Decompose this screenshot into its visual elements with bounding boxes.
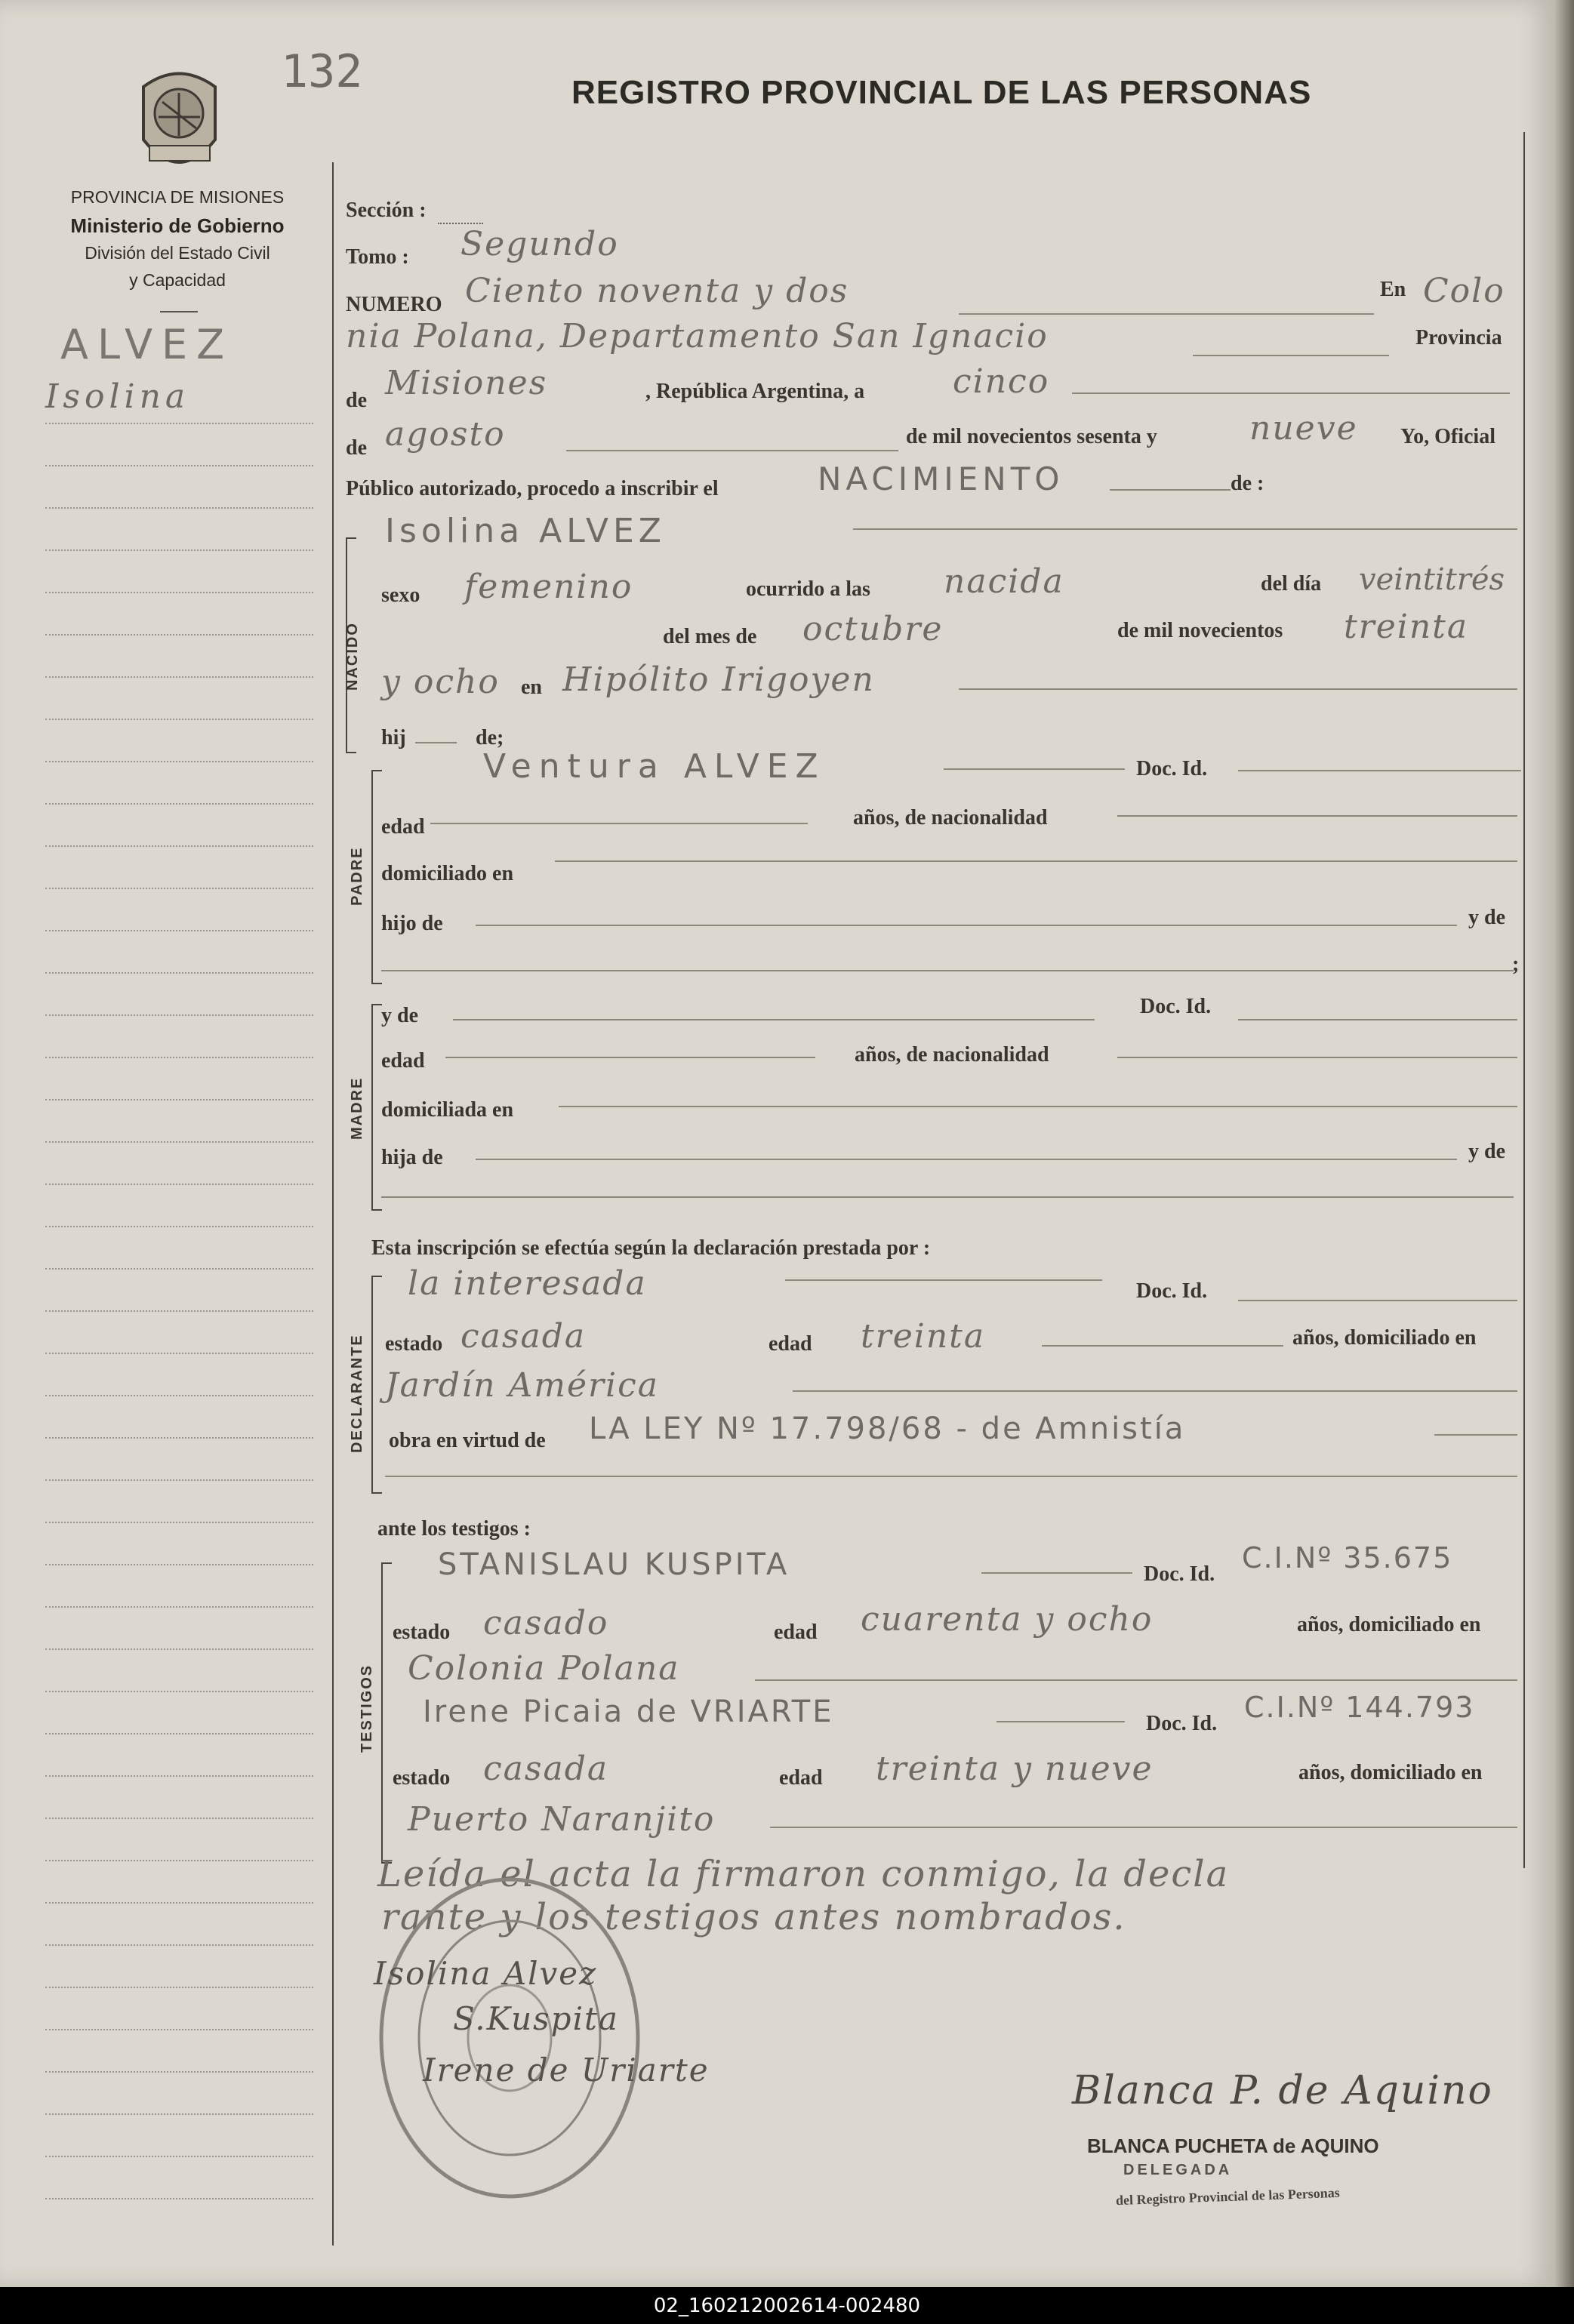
padre-edad-label: edad [381,815,425,839]
declarante-nombre-fill-line [785,1279,1102,1281]
madre-edad-label: edad [381,1049,425,1073]
testigos-intro-label: ante los testigos : [377,1517,531,1541]
official-stamp-icon [362,1864,657,2212]
declarante-nombre-value: la interesada [408,1264,647,1303]
testigo2-edad-label: edad [779,1766,823,1790]
image-code-bar [0,2287,1574,2324]
nacido-nombre-value: Isolina ALVEZ [385,512,666,550]
madre-y-de2-fill-line [381,1196,1514,1198]
margin-ruling-line [45,1944,313,1946]
oficial-title1: DELEGADA [1123,2162,1233,2178]
provincia-value: Misiones [385,364,548,402]
de2-label: de [346,436,367,460]
nacido-anio-cont: y ocho [381,663,500,701]
testigo1-domicilio-label: años, domiciliado en [1297,1613,1481,1636]
margin-ruling-line [45,1353,313,1354]
obra-label: obra en virtud de [389,1429,546,1452]
nacido-mes-label: del mes de [663,625,757,648]
provincial-seal-icon [128,64,230,185]
acto-value: NACIMIENTO [818,460,1064,497]
margin-ruling-line [45,2198,313,2199]
nacido-anio-label: de mil novecientos [1117,619,1283,642]
declarante-blank-line [385,1476,1517,1477]
de3-label: de : [1231,472,1264,495]
madre-tag: MADRE [349,1076,365,1140]
obra-value: LA LEY Nº 17.798/68 - de Amnistía [589,1411,1186,1446]
margin-ruling-line [45,803,313,805]
place-fill-line [1193,355,1389,356]
testigos-bracket [381,1562,392,1864]
image-code: 02_160212002614-002480 [653,2294,921,2317]
testigo2-estado-label: estado [393,1766,451,1790]
declarante-tag: DECLARANTE [349,1334,365,1453]
nacido-dia-value: veintitrés [1359,562,1505,597]
madre-nacionalidad-label: años, de nacionalidad [855,1043,1049,1067]
declarante-domicilio-fill-line [793,1390,1517,1392]
testigo1-nombre: STANISLAU KUSPITA [438,1547,790,1582]
authority-line4: y Capacidad [129,270,226,290]
margin-ruling-line [45,719,313,720]
testigo2-estado-value: casada [483,1750,609,1788]
margin-ruling-line [45,2071,313,2073]
hij-label: hij [381,726,406,750]
margin-ruling-line [45,845,313,847]
padre-y-de-fill-line [381,970,1514,971]
page-number: 132 [281,45,363,98]
madre-y-de2-label: y de [1468,1140,1505,1163]
declarante-edad-value: treinta [861,1317,986,1356]
testigo1-estado-value: casado [483,1604,609,1642]
authority-line2: Ministerio de Gobierno [70,214,285,237]
padre-nacionalidad-label: años, de nacionalidad [853,806,1048,830]
en-label: En [1380,278,1406,301]
testigo1-estado-label: estado [393,1621,451,1644]
nacido-tag: NACIDO [344,622,361,691]
padre-bracket [371,770,382,984]
padre-edad-fill-line [430,823,808,824]
testigo1-nombre-fill-line [981,1572,1132,1574]
seccion-field [438,223,483,224]
margin-ruling-line [45,930,313,931]
margin-ruling-line [45,507,313,509]
nacido-dia-label: del día [1261,572,1322,596]
margin-ruling-line [45,1860,313,1861]
numero-value: Ciento noventa y dos [465,272,849,310]
margin-ruling-line [45,1522,313,1523]
margin-ruling-line [45,1733,313,1735]
nacido-en-label: en [521,676,542,699]
margin-ruling-line [45,761,313,762]
declarante-doc-fill-line [1238,1300,1517,1301]
de-label: de [346,389,367,412]
margin-ruling-line [45,1395,313,1396]
margin-ruling-line [45,2029,313,2030]
testigo2-domicilio-label: años, domiciliado en [1298,1761,1483,1784]
anio-value: nueve [1249,409,1358,448]
margin-ruling-line [45,1226,313,1227]
hij-fill-line [415,742,457,743]
closing-line2: rante y los testigos antes nombrados. [381,1896,1126,1938]
margin-ruling-line [45,888,313,889]
padre-doc-fill-line [1238,770,1521,771]
testigo1-domicilio-fill-line [755,1679,1517,1681]
declarante-domicilio-value: Jardín América [385,1366,659,1405]
padre-nacionalidad-fill-line [1117,815,1517,817]
signature-declarante: Isolina Alvez [374,1955,598,1992]
testigos-tag: TESTIGOS [359,1664,375,1753]
madre-hija-fill-line [476,1159,1457,1160]
publico-label: Público autorizado, procedo a inscribir el [346,477,719,500]
madre-nacionalidad-fill-line [1117,1057,1517,1058]
testigo2-domicilio-value: Puerto Naranjito [408,1800,716,1839]
margin-ruling-line [45,1818,313,1819]
signature-oficial: Blanca P. de Aquino [1072,2068,1493,2113]
padre-hijo-label: hijo de [381,912,443,935]
margin-ruling-line [45,549,313,551]
padre-domicilio-label: domiciliado en [381,862,514,885]
padre-y-de-label: y de [1468,906,1505,929]
margin-ruling-line [45,1057,313,1058]
nacido-lugar-fill-line [959,688,1517,690]
madre-y-de-fill-line [453,1019,1095,1020]
hora-value: nacida [944,562,1064,601]
declarante-edad-fill-line [1042,1345,1283,1347]
madre-edad-fill-line [445,1057,815,1058]
acto-fill-line [1110,489,1231,491]
padre-nombre-value: Ventura ALVEZ [483,747,826,786]
margin-ruling-line [45,1099,313,1100]
declarante-edad-label: edad [769,1332,812,1356]
margin-ruling-line [45,1184,313,1185]
signature-testigo1: S.Kuspita [453,2000,619,2037]
declarante-intro-label: Esta inscripción se efectúa según la declaración prestada por : [371,1236,931,1260]
anio-label: de mil novecientos sesenta y [906,425,1157,448]
oficial-name: BLANCA PUCHETA de AQUINO [1087,2135,1379,2157]
nacido-lugar-value: Hipólito Irigoyen [562,660,875,699]
margin-ruling-line [45,1310,313,1312]
madre-hija-label: hija de [381,1146,443,1169]
book-spine [1555,0,1574,2287]
testigo1-doc-value: C.I.Nº 35.675 [1242,1541,1453,1574]
obra-fill-line [1434,1434,1517,1436]
margin-ruling-line [45,1606,313,1608]
oficial-title2: del Registro Provincial de las Personas [1115,2184,1341,2209]
madre-domicilio-label: domiciliada en [381,1098,514,1122]
testigo1-doc-label: Doc. Id. [1144,1562,1215,1586]
declarante-estado-label: estado [385,1332,443,1356]
testigo1-edad-value: cuarenta y ocho [861,1600,1154,1639]
madre-doc-fill-line [1238,1019,1517,1020]
padre-doc-label: Doc. Id. [1136,757,1208,780]
nacido-mes-value: octubre [802,610,944,648]
declarante-doc-label: Doc. Id. [1136,1279,1208,1303]
margin-ruling-line [45,2156,313,2157]
madre-bracket [371,1004,382,1211]
testigo2-doc-label: Doc. Id. [1146,1712,1218,1735]
padre-nombre-fill-line [944,768,1125,770]
margin-ruling-line [45,634,313,636]
margin-ruling-line [45,1268,313,1270]
padre-hijo-fill-line [476,925,1457,926]
right-rule [1523,132,1525,1868]
margin-rule [332,162,334,2246]
madre-doc-label: Doc. Id. [1140,995,1212,1018]
margin-ruling-line [45,592,313,593]
yo-label: Yo, Oficial [1400,425,1495,448]
margin-ruling-line [45,1902,313,1904]
margin-ruling-line [45,1014,313,1016]
authority-line3: División del Estado Civil [85,243,270,263]
madre-y-de-label: y de [381,1004,418,1027]
sexo-value: femenino [464,568,633,606]
seccion-label: Sección : [346,199,427,222]
padre-tag: PADRE [349,846,365,906]
testigo2-domicilio-fill-line [770,1827,1517,1828]
nacido-nombre-fill-line [853,528,1517,530]
margin-surname: ALVEZ [60,321,234,368]
tomo-label: Tomo : [346,245,409,269]
margin-ruling-line [45,1479,313,1481]
closing-line1: Leída el acta la firmaron conmigo, la decla [377,1853,1230,1895]
margin-ruling-line [45,972,313,974]
page-title: REGISTRO PROVINCIAL DE LAS PERSONAS [571,74,1312,111]
padre-domicilio-fill-line [555,860,1517,862]
numero-label: NUMERO [346,293,442,316]
place-value: nia Polana, Departamento San Ignacio [346,317,1049,356]
numero-fill-line [959,313,1374,315]
margin-ruling-line [45,1775,313,1777]
margin-ruling-line [45,2113,313,2115]
margin-ruling-line [45,1648,313,1650]
signature-testigo2: Irene de Uriarte [423,2052,710,2089]
divider [160,311,198,312]
nacido-de-label: de; [476,726,504,750]
margin-ruling-line [45,676,313,678]
margin-ruling-line [45,1691,313,1692]
dia-fill-line [1072,392,1510,394]
testigo2-nombre: Irene Picaia de VRIARTE [423,1695,834,1729]
declarante-domicilio-label: años, domiciliado en [1292,1326,1477,1350]
testigo1-edad-label: edad [774,1621,818,1644]
margin-ruling-line [45,465,313,466]
dia-value: cinco [953,362,1050,401]
testigo2-edad-value: treinta y nueve [876,1750,1154,1788]
sexo-label: sexo [381,583,420,607]
testigo2-nombre-fill-line [996,1721,1125,1722]
mes-fill-line [566,450,898,451]
authority-line1: PROVINCIA DE MISIONES [70,187,285,207]
margin-ruling-line [45,423,313,424]
en-value: Colo [1423,272,1505,310]
testigo2-doc-value: C.I.Nº 144.793 [1244,1691,1475,1724]
madre-domicilio-fill-line [559,1106,1517,1107]
testigo1-domicilio-value: Colonia Polana [408,1649,680,1688]
margin-ruling-line [45,1564,313,1565]
tomo-value: Segundo [460,225,619,263]
provincia-label: Provincia [1415,326,1502,349]
mes-value: agosto [385,415,506,454]
margin-given-name: Isolina [45,377,190,416]
nacido-anio-value: treinta [1344,608,1469,646]
ocurrido-label: ocurrido a las [746,577,870,601]
margin-ruling-line [45,1437,313,1439]
republica-label: , República Argentina, a [645,380,865,403]
declarante-bracket [371,1276,382,1494]
margin-ruling-line [45,1141,313,1143]
margin-ruling-line [45,1987,313,1988]
declarante-estado-value: casada [460,1317,587,1356]
padre-semicolon: ; [1512,953,1520,976]
